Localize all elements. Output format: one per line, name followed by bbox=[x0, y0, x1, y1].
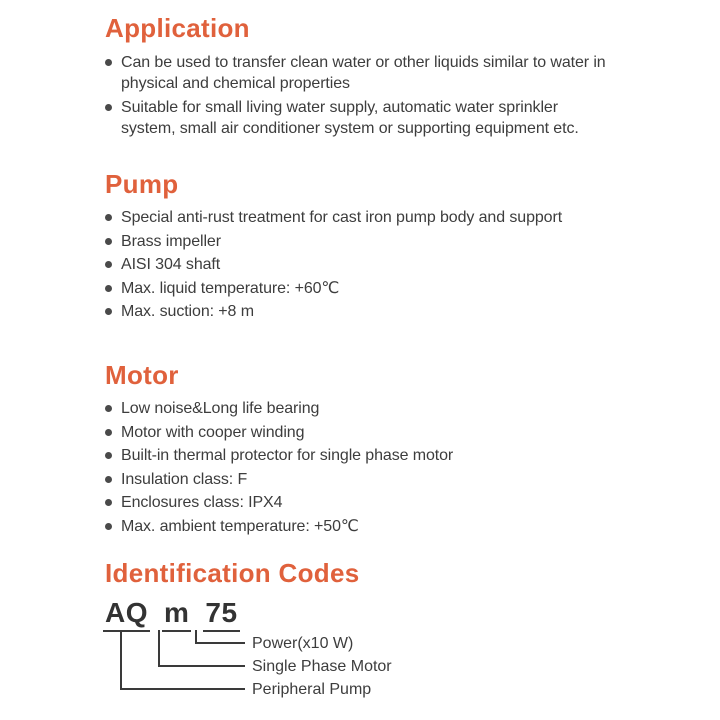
motor-title: Motor bbox=[105, 359, 179, 390]
list-item bbox=[105, 398, 610, 420]
list-item bbox=[105, 207, 610, 229]
bullet-icon bbox=[105, 238, 112, 245]
section-identification-codes bbox=[105, 559, 665, 717]
list-item bbox=[105, 278, 610, 300]
page-content bbox=[105, 14, 665, 717]
bullet-icon bbox=[105, 452, 112, 459]
bullet-text: Low noise&Long life bearing bbox=[121, 400, 320, 418]
code-label-pump: Peripheral Pump bbox=[252, 680, 372, 698]
pump-bullet-list bbox=[105, 207, 610, 323]
code-row bbox=[103, 597, 240, 632]
bullet-text: Suitable for small living water supply, automatic water sprinkler system, small air conditioner system or supporting equipment etc. bbox=[121, 98, 579, 138]
bullet-text: Built-in thermal protector for single phase motor bbox=[121, 447, 454, 465]
identification-codes-title: Identification Codes bbox=[105, 558, 360, 589]
bullet-text: AISI 304 shaft bbox=[121, 256, 221, 274]
code-label-motor: Single Phase Motor bbox=[252, 657, 392, 675]
bullet-icon bbox=[105, 499, 112, 506]
bullet-text: Max. suction: +8 m bbox=[121, 303, 254, 321]
list-item bbox=[105, 231, 610, 253]
code-label-power: Power(x10 W) bbox=[252, 634, 354, 652]
bullet-icon bbox=[105, 261, 112, 268]
bullet-icon bbox=[105, 214, 112, 221]
pump-title: Pump bbox=[105, 168, 179, 199]
connector-line-pump bbox=[120, 630, 245, 690]
code-part-phase: m bbox=[162, 597, 191, 632]
list-item bbox=[105, 301, 610, 323]
bullet-icon bbox=[105, 523, 112, 530]
list-item bbox=[105, 52, 610, 95]
list-item bbox=[105, 469, 610, 491]
bullet-text: Insulation class: F bbox=[121, 470, 248, 488]
identification-code-diagram bbox=[105, 597, 665, 717]
bullet-text: Motor with cooper winding bbox=[121, 423, 305, 441]
list-item bbox=[105, 516, 610, 538]
bullet-text: Special anti-rust treatment for cast iron pump body and support bbox=[121, 209, 563, 227]
list-item bbox=[105, 254, 610, 276]
list-item bbox=[105, 445, 610, 467]
bullet-text: Max. ambient temperature: +50℃ bbox=[121, 517, 359, 535]
bullet-text: Enclosures class: IPX4 bbox=[121, 494, 283, 512]
list-item bbox=[105, 97, 610, 140]
bullet-icon bbox=[105, 285, 112, 292]
section-pump bbox=[105, 170, 665, 323]
application-title: Application bbox=[105, 13, 250, 43]
section-motor bbox=[105, 361, 665, 538]
motor-bullet-list bbox=[105, 398, 610, 537]
application-bullet-list bbox=[105, 52, 610, 140]
bullet-text: Brass impeller bbox=[121, 232, 221, 250]
list-item bbox=[105, 492, 610, 514]
bullet-icon bbox=[105, 476, 112, 483]
bullet-icon bbox=[105, 104, 112, 111]
code-part-power: 75 bbox=[203, 597, 239, 632]
bullet-icon bbox=[105, 59, 112, 66]
bullet-text: Max. liquid temperature: +60℃ bbox=[121, 279, 340, 297]
bullet-icon bbox=[105, 308, 112, 315]
bullet-icon bbox=[105, 429, 112, 436]
code-part-series: AQ bbox=[103, 597, 150, 632]
section-application bbox=[105, 14, 665, 140]
bullet-text: Can be used to transfer clean water or other liquids similar to water in physical and chemical properties bbox=[121, 53, 606, 93]
list-item bbox=[105, 422, 610, 444]
bullet-icon bbox=[105, 405, 112, 412]
